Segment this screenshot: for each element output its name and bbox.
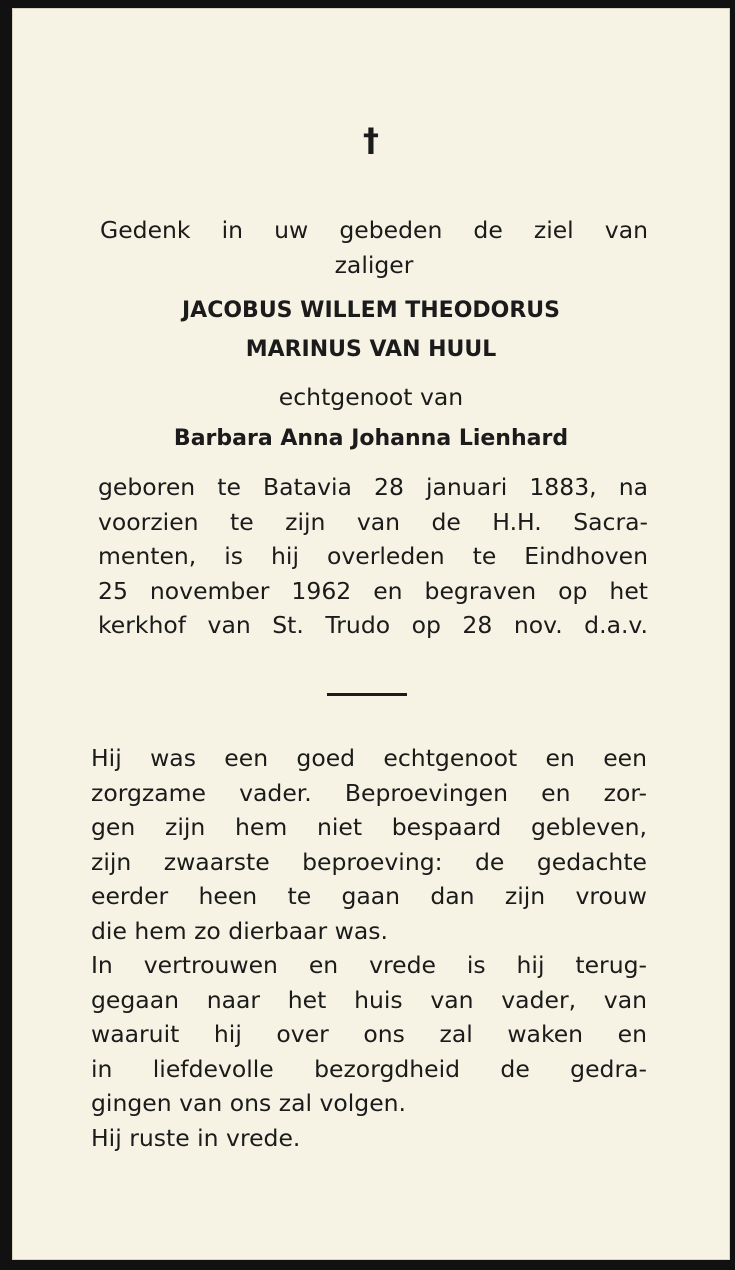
intro-line-2: zaliger (334, 250, 414, 279)
biography-text (98, 470, 648, 643)
body-line: zorgzame vader. Beproevingen en zor- (91, 778, 647, 807)
body-line: waaruit hij over ons zal waken en (91, 1020, 647, 1048)
intro-line-1: Gedenk in uw gebeden de ziel van (100, 216, 648, 244)
bio-line: geboren te Batavia 28 januari 1883, na (98, 473, 648, 501)
deceased-name-line-1: JACOBUS WILLEM THEODORUS (181, 298, 561, 323)
body-line: gegaan naar het huis van vader, van (91, 985, 647, 1014)
divider (327, 693, 407, 696)
body-line: gingen van ons zal volgen. (91, 1089, 407, 1117)
spouse-name: Barbara Anna Johanna Lienhard (173, 426, 569, 451)
intro-text (100, 213, 648, 282)
bio-line: 25 november 1962 en begraven op het (98, 576, 648, 605)
cross-icon: † (363, 121, 379, 159)
bio-line: kerkhof van St. Trudo op 28 nov. d.a.v. (98, 611, 648, 639)
body-line: eerder heen te gaan dan zijn vrouw (91, 882, 647, 910)
memorial-card (12, 8, 730, 1260)
body-line: in liefdevolle bezorgdheid de gedra- (91, 1054, 647, 1083)
body-line: gen zijn hem niet bespaard gebleven, (91, 813, 647, 841)
bio-line: voorzien te zijn van de H.H. Sacra- (98, 507, 648, 536)
body-line: die hem zo dierbaar was. (91, 916, 389, 945)
body-line: Hij was een goed echtgenoot en een (91, 744, 647, 772)
remembrance-text (91, 741, 647, 1155)
bio-line: menten, is hij overleden te Eindhoven (98, 542, 648, 570)
body-line: Hij ruste in vrede. (91, 1123, 301, 1152)
spouse-intro: echtgenoot van (278, 383, 464, 411)
body-line: zijn zwaarste beproeving: de gedachte (91, 847, 647, 876)
body-line: In vertrouwen en vrede is hij terug- (91, 951, 647, 979)
deceased-name (12, 291, 730, 369)
deceased-name-line-2: MARINUS VAN HUUL (245, 337, 497, 362)
